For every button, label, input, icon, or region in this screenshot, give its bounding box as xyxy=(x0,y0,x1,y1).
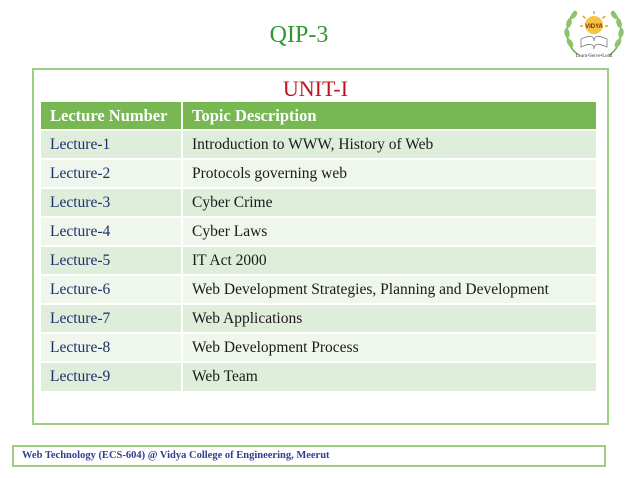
lecture-number-cell: Lecture-1 xyxy=(41,130,182,159)
lecture-number-cell: Lecture-4 xyxy=(41,217,182,246)
content-panel xyxy=(32,68,609,425)
topic-cell: Web Applications xyxy=(182,304,596,333)
table-row xyxy=(41,217,596,246)
logo-wordmark: VIDYA xyxy=(585,24,603,30)
table-header-row xyxy=(41,102,596,130)
column-header-lecture-number: Lecture Number xyxy=(41,102,182,130)
logo-tagline: Learn•Serve•Lead xyxy=(575,54,613,59)
table-row xyxy=(41,275,596,304)
lecture-number-cell: Lecture-6 xyxy=(41,275,182,304)
table-row xyxy=(41,159,596,188)
topic-cell: Cyber Laws xyxy=(182,217,596,246)
table-row xyxy=(41,304,596,333)
unit-title: UNIT-I xyxy=(282,76,349,101)
table-row xyxy=(41,188,596,217)
topic-cell: IT Act 2000 xyxy=(182,246,596,275)
topic-cell: Web Team xyxy=(182,362,596,391)
lecture-number-cell: Lecture-9 xyxy=(41,362,182,391)
topic-cell: Protocols governing web xyxy=(182,159,596,188)
table-row xyxy=(41,362,596,391)
lecture-number-cell: Lecture-7 xyxy=(41,304,182,333)
footer-course-text: Web Technology (ECS-604) @ Vidya College of Engineering, Meerut xyxy=(22,450,330,461)
lecture-number-cell: Lecture-2 xyxy=(41,159,182,188)
column-header-topic-description: Topic Description xyxy=(182,102,596,130)
table-row xyxy=(41,130,596,159)
table-row xyxy=(41,246,596,275)
slide-header-title: QIP-3 xyxy=(269,22,329,48)
lecture-schedule-table xyxy=(41,102,596,391)
topic-cell: Web Development Strategies, Planning and Development xyxy=(182,275,596,304)
slide-footer xyxy=(12,445,606,467)
lecture-number-cell: Lecture-5 xyxy=(41,246,182,275)
topic-cell: Cyber Crime xyxy=(182,188,596,217)
lecture-number-cell: Lecture-8 xyxy=(41,333,182,362)
table-row xyxy=(41,333,596,362)
topic-cell: Web Development Process xyxy=(182,333,596,362)
lecture-number-cell: Lecture-3 xyxy=(41,188,182,217)
college-logo xyxy=(559,3,629,65)
topic-cell: Introduction to WWW, History of Web xyxy=(182,130,596,159)
